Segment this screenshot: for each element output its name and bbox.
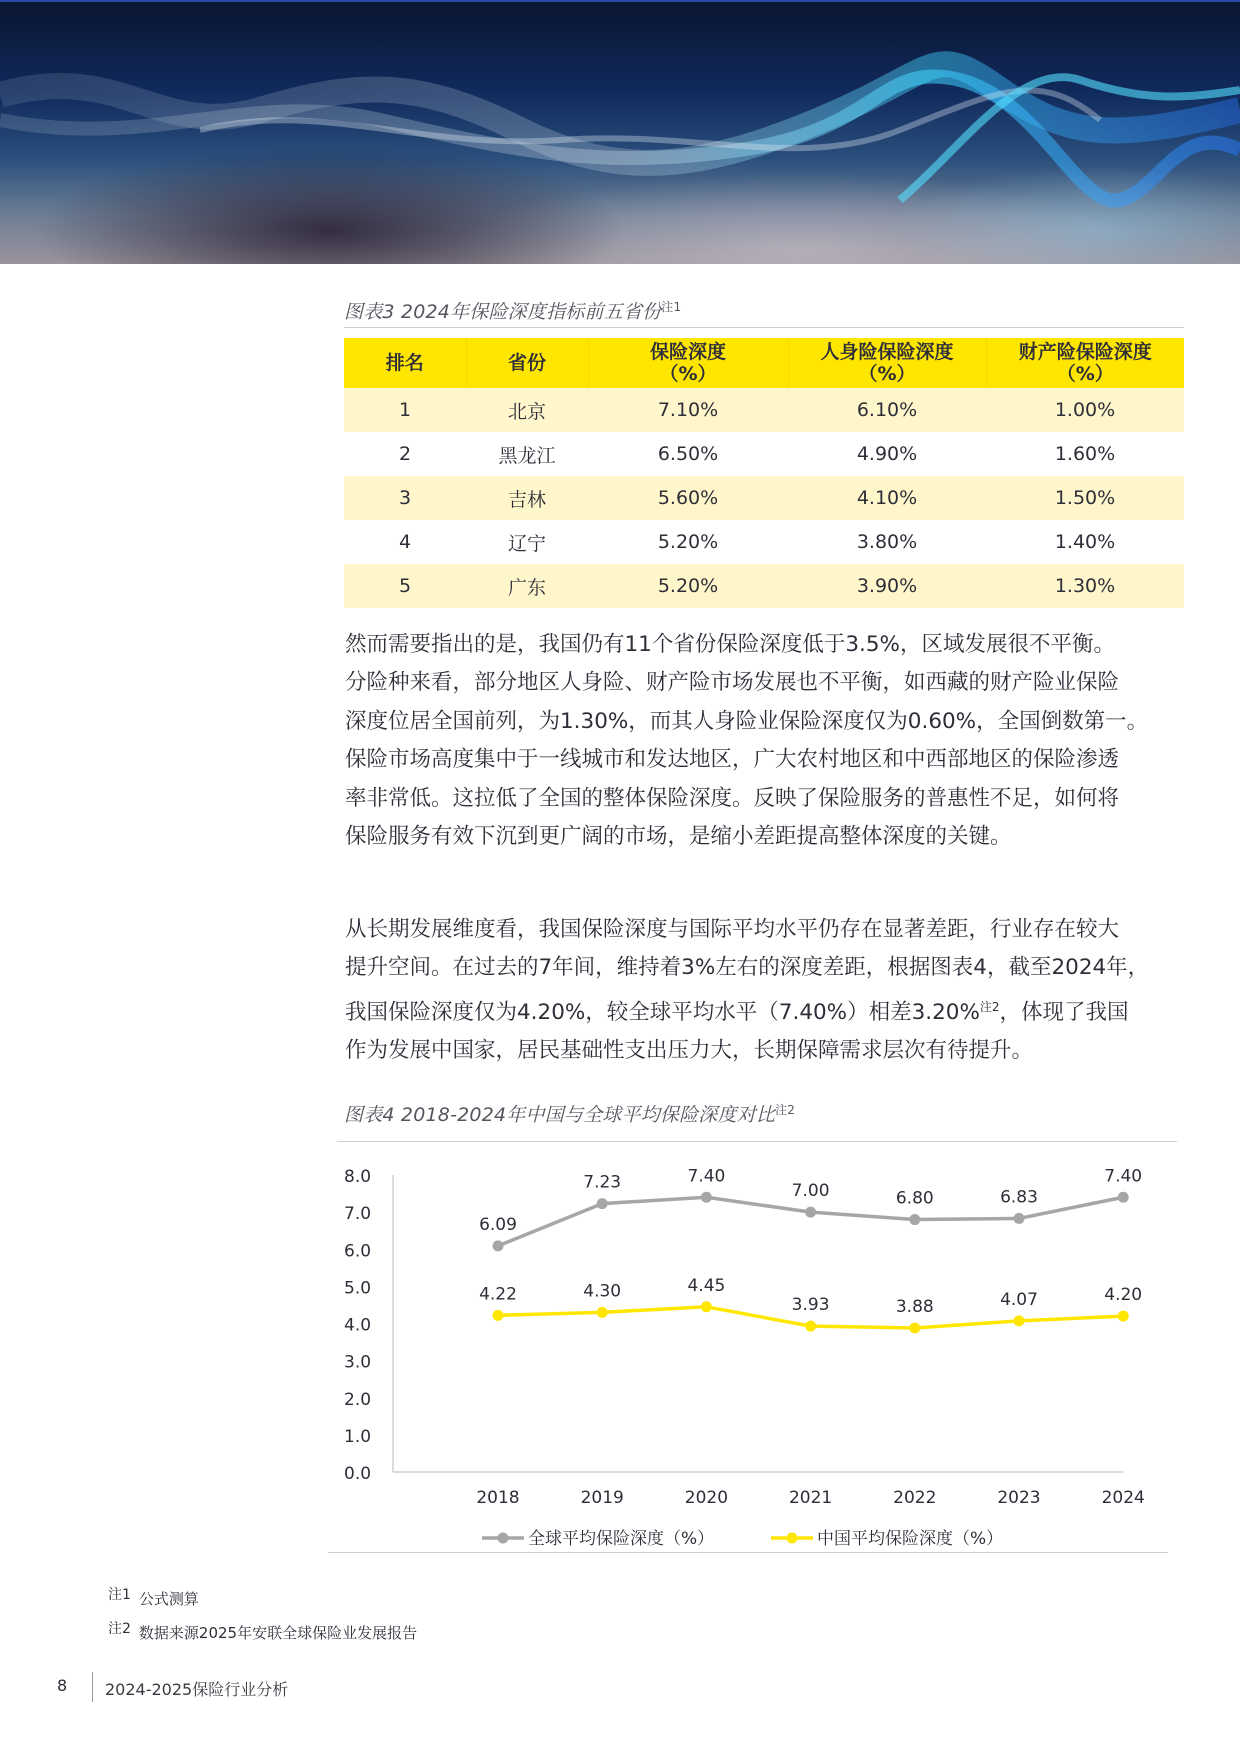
data-point-marker xyxy=(1118,1311,1129,1322)
data-label: 4.30 xyxy=(583,1281,622,1302)
cell-property: 1.40% xyxy=(1054,531,1116,553)
footnote-mark: 注2 xyxy=(108,1621,131,1637)
legend-label: 全球平均保险深度（%） xyxy=(528,1529,715,1549)
paragraph-line: 提升空间。在过去的7年间，维持着3%左右的深度差距，根据图表4，截至2024年， xyxy=(345,955,1150,981)
cell-life: 6.10% xyxy=(788,388,986,432)
paragraph-line: 从长期发展维度看，我国保险深度与国际平均水平仍存在显著差距，行业存在较大 xyxy=(345,917,1120,942)
data-point-marker xyxy=(805,1321,816,1332)
y-tick-label: 2.0 xyxy=(344,1389,372,1410)
table-caption-note: 注1 xyxy=(661,300,682,314)
paragraph-line: 保险服务有效下沉到更广阔的市场，是缩小差距提高整体深度的关键。 xyxy=(345,824,1012,850)
cell-life: 3.90% xyxy=(788,564,986,608)
data-point-marker xyxy=(701,1192,712,1203)
table-row xyxy=(344,564,1184,608)
y-tick-label: 7.0 xyxy=(344,1204,372,1225)
x-tick-label: 2021 xyxy=(788,1488,833,1508)
legend-marker-icon xyxy=(498,1533,509,1544)
cell-total: 5.60% xyxy=(588,476,788,520)
cell-rank: 3 xyxy=(344,476,466,520)
table-row xyxy=(344,388,1184,432)
cell-province: 吉林 xyxy=(466,476,588,520)
header-banner-image xyxy=(0,0,1240,264)
data-point-marker xyxy=(597,1307,608,1318)
cell-rank: 1 xyxy=(344,388,466,432)
x-tick-label: 2024 xyxy=(1101,1488,1145,1508)
data-point-marker xyxy=(1014,1315,1025,1326)
table-header-row xyxy=(344,338,1184,388)
cell-province: 黑龙江 xyxy=(498,444,556,467)
cell-province: 广东 xyxy=(466,564,588,608)
legend-marker-icon xyxy=(787,1533,798,1544)
x-tick-label: 2023 xyxy=(997,1488,1041,1508)
data-label: 6.80 xyxy=(895,1188,934,1209)
table-caption-divider xyxy=(344,327,1184,328)
cell-rank: 4 xyxy=(398,531,412,553)
cell-total: 7.10% xyxy=(588,388,788,432)
y-tick-label: 0.0 xyxy=(344,1464,372,1484)
footer-report-title: 2024-2025保险行业分析 xyxy=(105,1680,289,1699)
y-tick-label: 6.0 xyxy=(344,1241,372,1262)
chart-caption xyxy=(344,1100,795,1127)
cell-life: 4.90% xyxy=(856,443,918,465)
chart-bottom-divider xyxy=(328,1552,1168,1553)
table-row xyxy=(344,476,1184,520)
data-point-marker xyxy=(1118,1192,1129,1203)
footnote-1 xyxy=(108,1588,199,1609)
data-point-marker xyxy=(597,1198,608,1209)
wave-decoration-icon xyxy=(0,0,1240,264)
cell-property: 1.30% xyxy=(986,564,1184,608)
y-tick-label: 5.0 xyxy=(344,1278,372,1299)
data-label: 7.40 xyxy=(687,1166,726,1187)
paragraph-line: 率非常低。这拉低了全国的整体保险深度。反映了保险服务的普惠性不足，如何将 xyxy=(345,785,1120,811)
footnote-text: 公式测算 xyxy=(138,1590,199,1608)
paragraph-line: 分险种来看，部分地区人身险、财产险市场发展也不平衡，如西藏的财产险业保险 xyxy=(345,670,1120,696)
paragraph-line: 深度位居全国前列，为1.30%，而其人身险业保险深度仅为0.60%，全国倒数第一。 xyxy=(345,708,1149,734)
body-paragraph-global-gap xyxy=(345,911,1205,1071)
y-tick-label: 8.0 xyxy=(344,1167,372,1187)
chart-top-divider xyxy=(337,1141,1177,1142)
data-label: 6.09 xyxy=(479,1214,517,1235)
data-label: 3.93 xyxy=(791,1295,830,1316)
data-label: 7.40 xyxy=(1104,1166,1143,1187)
chart-caption-note: 注2 xyxy=(775,1103,796,1117)
cell-province: 辽宁 xyxy=(507,532,546,555)
paragraph-line: 然而需要指出的是，我国仍有11个省份保险深度低于3.5%，区域发展很不平衡。 xyxy=(345,632,1115,657)
x-tick-label: 2020 xyxy=(684,1488,729,1508)
cell-total: 5.20% xyxy=(588,564,788,608)
x-tick-label: 2019 xyxy=(580,1488,624,1508)
chart-series xyxy=(479,1166,1142,1333)
data-label: 6.83 xyxy=(1000,1187,1038,1208)
header-life-depth: 人身险保险深度 （%） xyxy=(788,338,986,388)
series-line xyxy=(498,1197,1123,1246)
y-tick-label: 4.0 xyxy=(344,1315,372,1336)
body-paragraph-regional-imbalance xyxy=(345,626,1205,856)
data-label: 4.07 xyxy=(1000,1289,1038,1310)
cell-rank: 5 xyxy=(344,564,466,608)
footer-divider xyxy=(92,1672,93,1702)
cell-property: 1.50% xyxy=(986,476,1184,520)
y-tick-label: 1.0 xyxy=(344,1426,372,1447)
table-caption-text: 图表3 2024年保险深度指标前五省份 xyxy=(344,301,662,323)
cell-property: 1.00% xyxy=(986,388,1184,432)
cell-total: 5.20% xyxy=(657,531,719,553)
x-axis xyxy=(393,1472,1145,1508)
page-number: 8 xyxy=(57,1676,68,1695)
cell-total: 6.50% xyxy=(657,443,719,465)
cell-property: 1.60% xyxy=(1054,443,1116,465)
table-row xyxy=(344,432,1184,476)
data-label: 7.23 xyxy=(583,1172,622,1193)
chart-caption-text: 图表4 2018-2024年中国与全球平均保险深度对比 xyxy=(344,1104,776,1126)
data-label: 7.00 xyxy=(791,1181,830,1202)
data-point-marker xyxy=(493,1240,504,1251)
table-row xyxy=(344,520,1184,564)
y-tick-label: 3.0 xyxy=(344,1352,372,1373)
cell-rank: 2 xyxy=(398,443,412,465)
data-label: 4.45 xyxy=(687,1275,726,1296)
cell-life: 4.10% xyxy=(788,476,986,520)
footnote-mark: 注1 xyxy=(108,1587,131,1603)
header-province: 省份 xyxy=(466,338,588,388)
paragraph-line: 作为发展中国家，居民基础性支出压力大，长期保障需求层次有待提升。 xyxy=(345,1038,1034,1064)
data-point-marker xyxy=(805,1207,816,1218)
x-tick-label: 2022 xyxy=(893,1488,937,1508)
table-caption xyxy=(344,297,681,324)
series-line xyxy=(498,1307,1123,1328)
x-tick-label: 2018 xyxy=(476,1488,520,1508)
data-label: 4.20 xyxy=(1104,1285,1143,1306)
data-point-marker xyxy=(909,1322,920,1333)
cell-province: 北京 xyxy=(466,388,588,432)
paragraph-line: 我国保险深度仅为4.20%，较全球平均水平（7.40%）相差3.20%$^{注2}$，体现了我国 xyxy=(345,999,1129,1025)
data-point-marker xyxy=(909,1214,920,1225)
top-five-provinces-table xyxy=(344,338,1184,608)
header-rank: 排名 xyxy=(344,338,466,388)
data-label: 3.88 xyxy=(895,1296,934,1317)
header-total-depth: 保险深度 （%） xyxy=(588,338,788,388)
paragraph-line: 保险市场高度集中于一线城市和发达地区，广大农村地区和中西部地区的保险渗透 xyxy=(345,747,1120,773)
data-point-marker xyxy=(701,1301,712,1312)
chart-legend xyxy=(482,1529,1003,1549)
header-property-depth: 财产险保险深度 （%） xyxy=(986,338,1184,388)
data-point-marker xyxy=(493,1310,504,1321)
legend-label: 中国平均保险深度（%） xyxy=(817,1529,1004,1549)
cell-life: 3.80% xyxy=(856,531,918,553)
footnote-ref: 注2 xyxy=(979,999,1000,1014)
data-label: 4.22 xyxy=(479,1284,517,1305)
footnote-text: 数据来源2025年安联全球保险业发展报告 xyxy=(138,1624,418,1642)
data-point-marker xyxy=(1014,1213,1025,1224)
footnote-2 xyxy=(108,1622,417,1643)
y-axis xyxy=(344,1167,393,1484)
